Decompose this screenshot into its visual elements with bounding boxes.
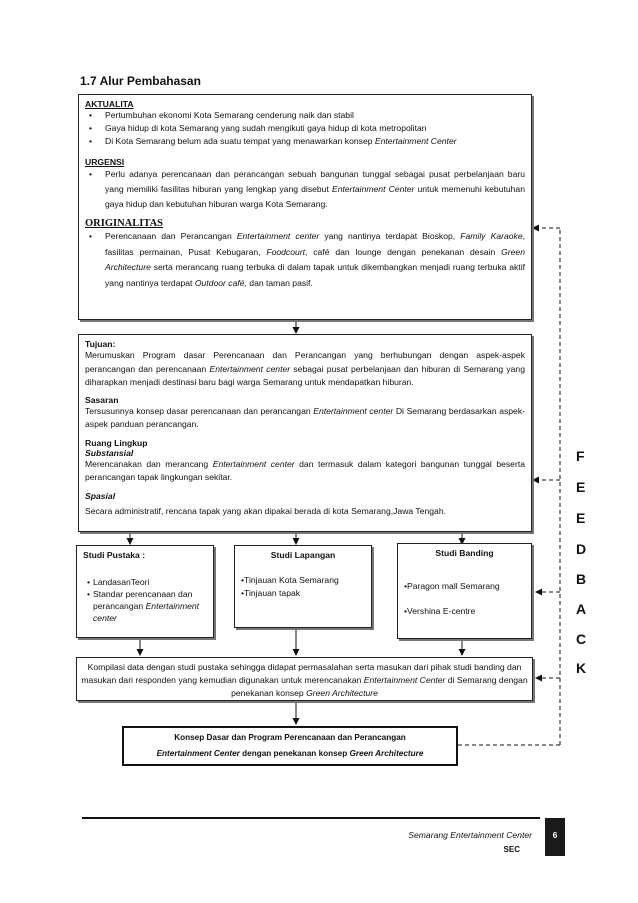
kompilasi-box — [76, 657, 533, 701]
section-title: 1.7 Alur Pembahasan — [80, 74, 201, 88]
ruang-lingkup-heading: Ruang Lingkup — [85, 437, 148, 448]
konsep-line1: Konsep Dasar dan Program Perencanaan dan Perancangan — [174, 733, 406, 742]
feedback-letter: K — [576, 660, 587, 676]
kompilasi-text: Kompilasi data dengan studi pustaka sehingga didapat permasalahan serta masukan dari pihak studi banding dan masukan dari responden yang kemudian digunakan untuk merencanakan Entertainment Center di Semarang dengan penekanan konsep Green Architecture — [81, 662, 528, 698]
list-item: •Paragon mall Semarang — [404, 581, 500, 591]
list-item: •Vershina E-centre — [404, 605, 476, 616]
urgensi-heading: URGENSI — [85, 157, 125, 167]
aktualita-heading: AKTUALITA — [85, 99, 134, 109]
studi-lapangan-heading: Studi Lapangan — [270, 550, 336, 560]
page-number: 6 — [545, 818, 565, 856]
spasial-heading: Spasial — [85, 490, 116, 501]
footer-title: Semarang Entertainment Center — [408, 830, 532, 840]
list-item: •Tinjauan tapak — [241, 587, 301, 598]
list-item: • Gaya hidup di kota Semarang yang sudah mengikuti gaya hidup di kota metropolitan — [85, 122, 525, 135]
sasaran-text: Tersusunnya konsep dasar perencanaan dan perancangan Entertainment center Di Semarang berdasarkan aspek-aspek panduan perancangan. — [85, 405, 525, 429]
feedback-letter: A — [576, 601, 587, 617]
footer-abbr: SEC — [503, 845, 520, 854]
list-item: • Pertumbuhan ekonomi Kota Semarang cenderung naik dan stabil — [85, 109, 525, 122]
spasial-text: Secara administratif, rencana tapak yang akan dipakai berada di kota Semarang,Jawa Tengah. — [85, 505, 447, 516]
substansial-heading: Substansial — [85, 447, 134, 458]
feedback-letter: D — [576, 541, 587, 557]
feedback-letter: E — [576, 479, 586, 495]
studi-pustaka-list — [83, 576, 207, 624]
konsep-line2: Entertainment Center dengan penekanan konsep Green Architecture — [156, 749, 424, 758]
feedback-letter: B — [576, 571, 587, 587]
studi-lapangan-list — [241, 574, 365, 599]
originalitas-heading: ORIGINALITAS — [85, 218, 163, 229]
urgensi-list — [85, 167, 525, 212]
list-item: • Perlu adanya perencanaan dan perancangan sebuah bangunan tunggal sebagai pusat perbelanjaan baru yang memiliki fasilitas hiburan yang lengkap yang disebut Entertainment Center untuk memenuhi kebutuhan gaya hidup dan kebutuhan hiburan warga Kota Semarang. — [85, 167, 525, 212]
substansial-text: Merencanakan dan merancang Entertainment center dan termasuk dalam kategori bangunan tunggal beserta perancangan tapak lingkungan sekitar. — [85, 458, 525, 482]
feedback-letter: C — [576, 631, 587, 647]
studi-pustaka-heading: Studi Pustaka : — [83, 550, 146, 560]
studi-banding-heading: Studi Banding — [435, 548, 494, 558]
studi-lapangan-box — [234, 545, 372, 628]
tujuan-sasaran-ruang-lingkup-box — [78, 334, 532, 532]
feedback-letter: F — [576, 448, 585, 464]
originalitas-list — [85, 229, 525, 291]
sasaran-heading: Sasaran — [85, 394, 119, 405]
studi-pustaka-box — [76, 545, 214, 638]
list-item: •Tinjauan Kota Semarang — [241, 575, 339, 585]
konsep-box — [122, 726, 458, 766]
aktualita-urgensi-originalitas-box — [78, 94, 532, 320]
list-item: • Standar perencanaan dan perancangan Entertainment center — [83, 588, 207, 624]
feedback-letter: E — [576, 510, 586, 526]
tujuan-text: Merumuskan Program dasar Perencanaan dan Perancangan yang berhubungan dengan aspek-aspek perancangan dan perencanaan Entertainment center sebagai pusat perbelanjaan dan hiburan di Semarang yang diharapkan menjadi destinasi baru bagi warga Semarang untuk mendapatkan hiburan. — [85, 350, 525, 387]
tujuan-heading: Tujuan: — [85, 339, 116, 349]
list-item: • Perencanaan dan Perancangan Entertainment center yang nantinya terdapat Bioskop, Family Karaoke, fasilitas permainan, Pusat Kebugaran, Foodcourt, café dan lounge dengan penekanan desain Green Architecture serta merancang ruang terbuka di dalam tapak untuk dikembangkan menjadi ruang terbuka aktif yang nantinya terdapat Outdoor café, dan taman pasif. — [85, 229, 525, 291]
aktualita-list — [85, 109, 525, 148]
list-item: • LandasanTeori — [83, 576, 207, 588]
list-item: • Di Kota Semarang belum ada suatu tempat yang menawarkan konsep Entertainment Center — [85, 135, 525, 148]
studi-banding-box — [397, 543, 532, 639]
